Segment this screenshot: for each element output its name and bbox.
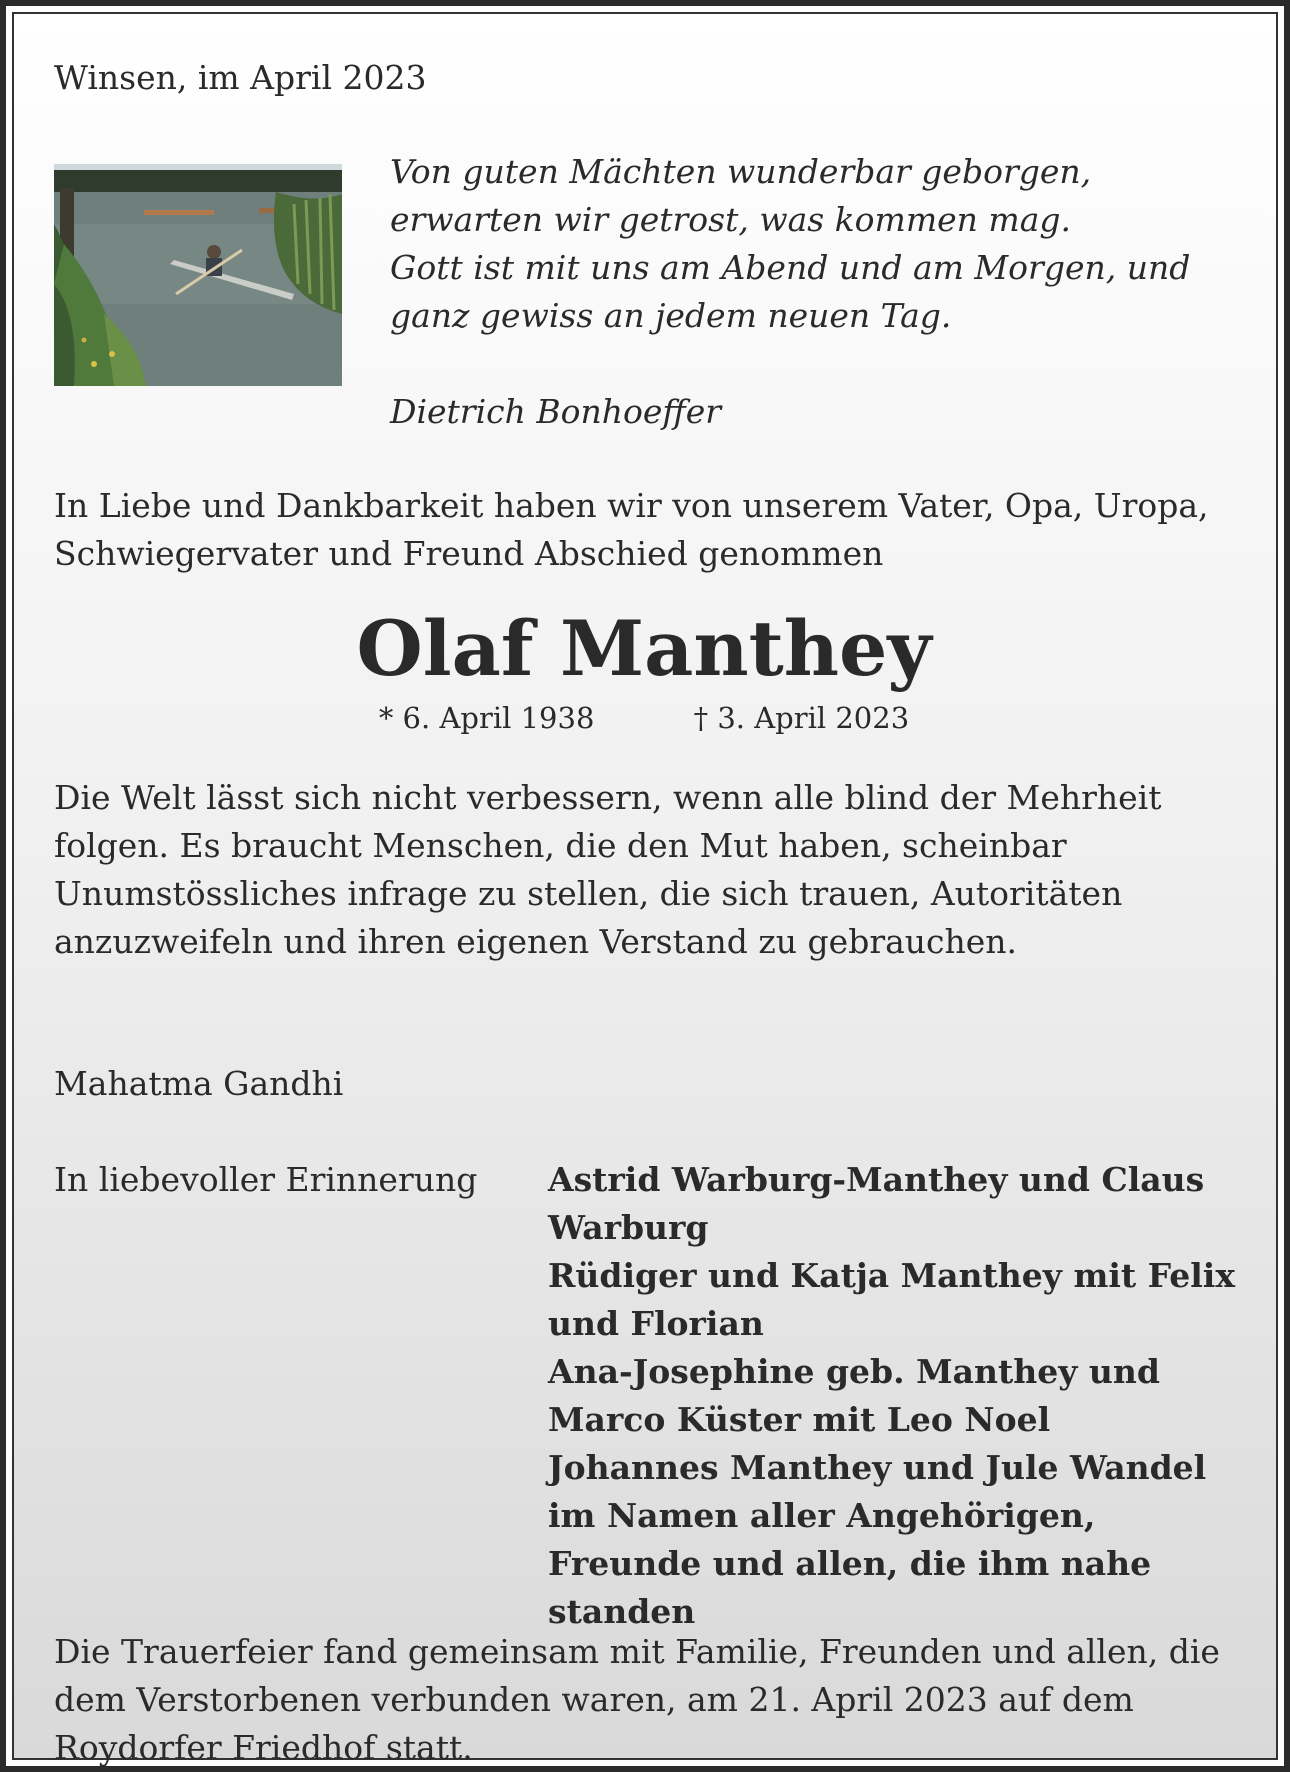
poem-line: Von guten Mächten wunderbar geborgen, erwarten wir getrost, was kommen mag. [390, 152, 1092, 239]
funeral-note: Die Trauerfeier fand gemeinsam mit Familie, Freunden und allen, die dem Verstorbenen verbunden waren, am 21. April 2023 auf dem Roydorfer Friedhof statt. [54, 1632, 1220, 1767]
mourners-list [548, 1156, 1238, 1636]
mourner-entry: Johannes Manthey und Jule Wandel [548, 1448, 1207, 1487]
death-date: † 3. April 2023 [693, 701, 910, 735]
bonhoeffer-poem [390, 148, 1240, 436]
birth-date: * 6. April 1938 [378, 701, 595, 735]
gandhi-author: Mahatma Gandhi [54, 1064, 344, 1103]
deceased-name: Olaf Manthey [356, 604, 932, 693]
obituary-frame [6, 6, 1284, 1766]
mourner-entry: Ana-Josephine geb. Manthey und Marco Küster mit Leo Noel [548, 1352, 1160, 1439]
mourner-entry: Rüdiger und Katja Manthey mit Felix und Florian [548, 1256, 1235, 1343]
obituary-card [12, 12, 1278, 1767]
life-dates [54, 698, 1234, 738]
poem-line: Gott ist mit uns am Abend und am Morgen, und ganz gewiss an jedem neuen Tag. [390, 248, 1191, 335]
intro-text: In Liebe und Dankbarkeit haben wir von unserem Vater, Opa, Uropa, Schwiegervater und Freund Abschied genommen [54, 486, 1209, 573]
place-date: Winsen, im April 2023 [54, 58, 427, 97]
photo-kayak-on-lake [54, 164, 342, 386]
mourner-entry: Astrid Warburg-Manthey und Claus Warburg [548, 1160, 1205, 1247]
gandhi-quote: Die Welt lässt sich nicht verbessern, wenn alle blind der Mehrheit folgen. Es braucht Menschen, die den Mut haben, scheinbar Unumstössliches infrage zu stellen, die sich trauen, Autoritäten anzuzweifeln und ihren eigenen Verstand zu gebrauchen. [54, 778, 1162, 961]
kayak-photo-illustration [54, 164, 342, 386]
remembrance-label: In liebevoller Erinnerung [54, 1160, 478, 1199]
poem-author: Dietrich Bonhoeffer [390, 392, 722, 431]
mourner-entry: im Namen aller Angehörigen, Freunde und allen, die ihm nahe standen [548, 1496, 1152, 1631]
